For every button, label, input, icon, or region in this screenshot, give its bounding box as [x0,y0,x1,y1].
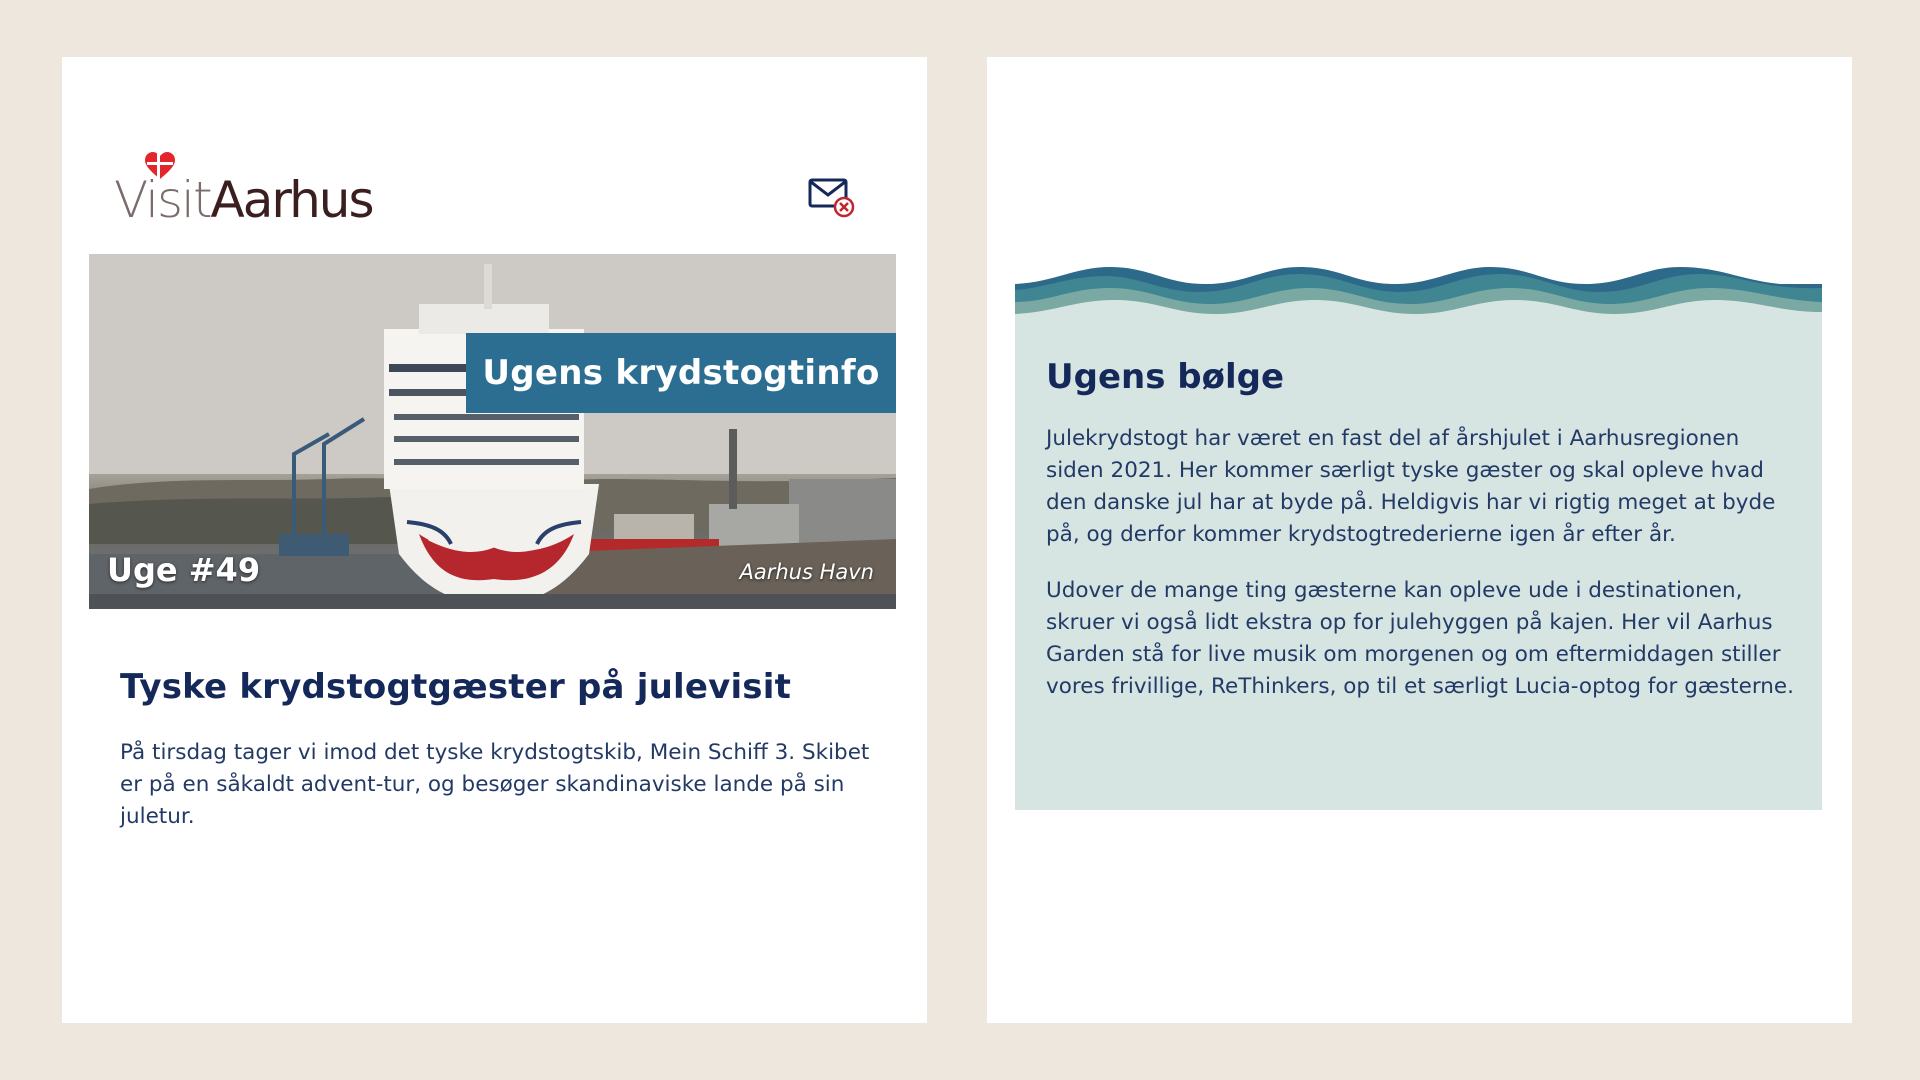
newsletter-header [62,57,927,253]
section-paragraph-1: Julekrydstogt har været en fast del af årshjulet i Aarhusregionen siden 2021. Her kommer særligt tyske gæster og skal opleve hvad den danske jul har at byde på. Heldigvis har vi rigtig meget at byde på, og derfor kommer krydstogtrederierne igen år efter år. [1046,426,1776,547]
section-title: Ugens bølge [1046,357,1285,397]
week-label: Uge #49 [107,551,261,589]
visitaarhus-logo[interactable] [114,171,373,229]
logo-text-aarhus: Aarhus [210,171,373,229]
article-title: Tyske krydstogtgæster på julevisit [120,667,792,707]
wave-decoration [1015,262,1822,322]
newsletter-card-left [62,57,927,1023]
hero-image [89,254,896,609]
section-paragraph-2: Udover de mange ting gæsterne kan opleve ude i destinationen, skruer vi også lidt ekstra op for julehyggen på kajen. Her vil Aarhus Garden stå for live musik om morgenen og om eftermiddagen stiller vores frivillige, ReThinkers, op til et særligt Lucia-optog for gæsterne. [1046,578,1794,699]
photo-caption: Aarhus Havn [739,560,874,584]
logo-text-visit: Visit [114,171,211,229]
mail-remove-icon[interactable] [808,177,856,219]
article-body: På tirsdag tager vi imod det tyske krydstogtskib, Mein Schiff 3. Skibet er på en såkaldt advent-tur, og besøger skandinaviske lande på sin juletur. [120,740,870,829]
newsletter-card-right [987,57,1852,1023]
hero-banner: Ugens krydstogtinfo [466,333,896,413]
